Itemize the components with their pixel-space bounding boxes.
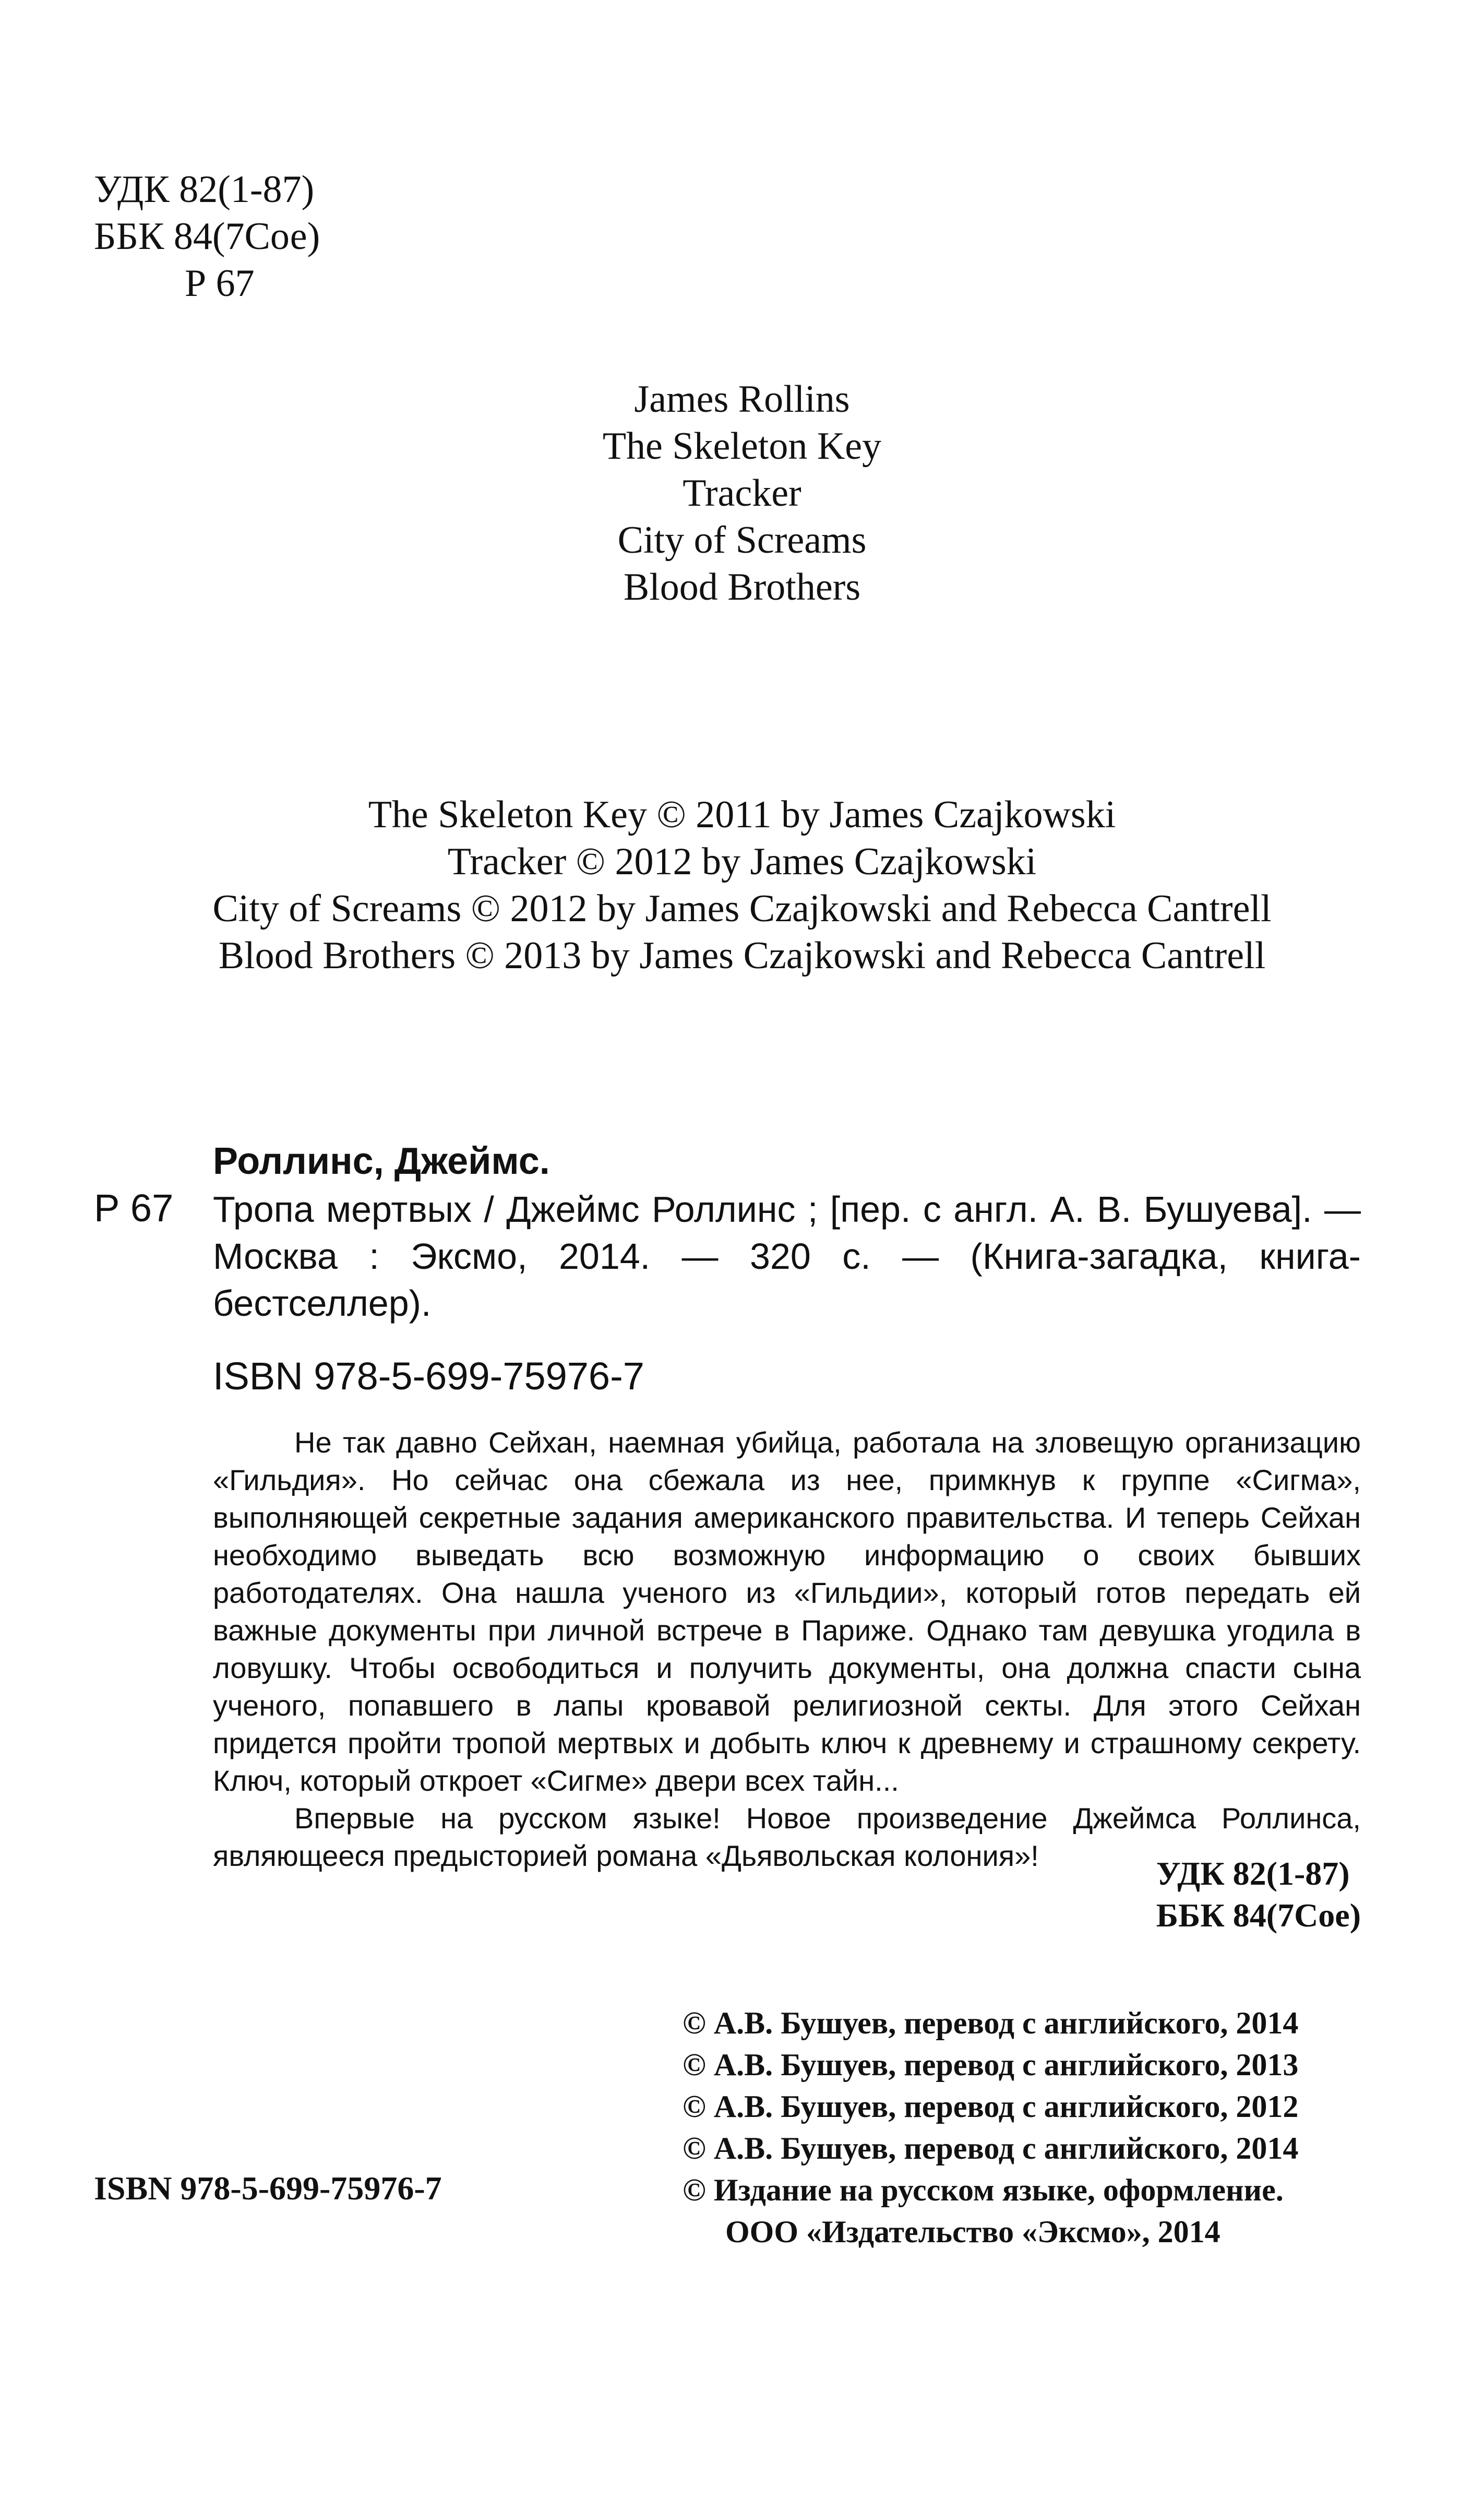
copyright-line: © А.В. Бушуев, перевод с английского, 2013	[683, 2048, 1299, 2082]
original-title: City of Screams	[617, 519, 867, 562]
classification-codes-bottom	[1156, 1853, 1361, 1936]
copyright-line: © Издание на русском языке, оформление.	[683, 2173, 1284, 2207]
annotation	[213, 1424, 1361, 1875]
udk-code: УДК 82(1-87)	[1156, 1855, 1350, 1892]
copyright-line: Blood Brothers © 2013 by James Czajkowski and Rebecca Cantrell	[218, 934, 1266, 977]
original-title: Blood Brothers	[623, 566, 861, 609]
original-titles	[0, 376, 1484, 611]
bbk-code: ББК 84(7Сое)	[1156, 1897, 1361, 1934]
copyright-line: The Skeleton Key © 2011 by James Czajkowski	[368, 793, 1116, 836]
annotation-paragraph: Впервые на русском языке! Новое произведение Джеймса Роллинса, являющееся предысторией романа «Дьявольская колония»!	[213, 1802, 1361, 1872]
original-title: Tracker	[683, 472, 801, 515]
bibliographic-entry: Тропа мертвых / Джеймс Роллинс ; [пер. с англ. А. В. Бушуева]. — Москва : Эксмо, 2014. — 320 с. — (Книга-загадка, книга-бестселлер).	[213, 1189, 1361, 1324]
copyright-line: © А.В. Бушуев, перевод с английского, 2012	[683, 2089, 1299, 2124]
original-author: James Rollins	[634, 378, 850, 421]
copyright-line: City of Screams © 2012 by James Czajkowski and Rebecca Cantrell	[212, 887, 1272, 930]
translation-copyrights	[683, 2002, 1298, 2253]
original-copyrights	[0, 791, 1484, 979]
publisher-line: ООО «Издательство «Эксмо», 2014	[725, 2215, 1220, 2249]
udk-code: УДК 82(1-87)	[94, 168, 315, 211]
author-sign-code: Р 67	[185, 262, 255, 305]
original-title: The Skeleton Key	[602, 425, 882, 468]
copyright-line: © А.В. Бушуев, перевод с английского, 2014	[683, 2131, 1299, 2165]
isbn-entry: ISBN 978-5-699-75976-7	[213, 1354, 644, 1398]
bbk-code: ББК 84(7Сое)	[94, 215, 320, 258]
annotation-paragraph: Не так давно Сейхан, наемная убийца, работала на зловещую организацию «Гильдия». Но сейчас она сбежала из нее, примкнув к группе «Сигма», выполняющей секретные задания американского правительства. И теперь Сейхан необходимо выведать всю возможную информацию о своих бывших работодателях. Она нашла ученого из «Гильдии», который готов передать ей важные документы при личной встрече в Париже. Однако там девушка угодила в ловушку. Чтобы освободиться и получить документы, она должна спасти сына ученого, попавшего в лапы кровавой религиозной секты. Для этого Сейхан придется пройти тропой мертвых и добыть ключ к древнему и страшному секрету. Ключ, который откроет «Сигме» двери всех тайн...	[213, 1426, 1361, 1797]
author-sign-code-left: Р 67	[94, 1186, 174, 1230]
isbn-bottom: ISBN 978-5-699-75976-7	[94, 2170, 442, 2207]
copyright-line: Tracker © 2012 by James Czajkowski	[447, 840, 1037, 883]
author-heading: Роллинс, Джеймс.	[213, 1140, 550, 1182]
copyright-line: © А.В. Бушуев, перевод с английского, 2014	[683, 2006, 1299, 2040]
classification-codes-top	[94, 166, 320, 307]
